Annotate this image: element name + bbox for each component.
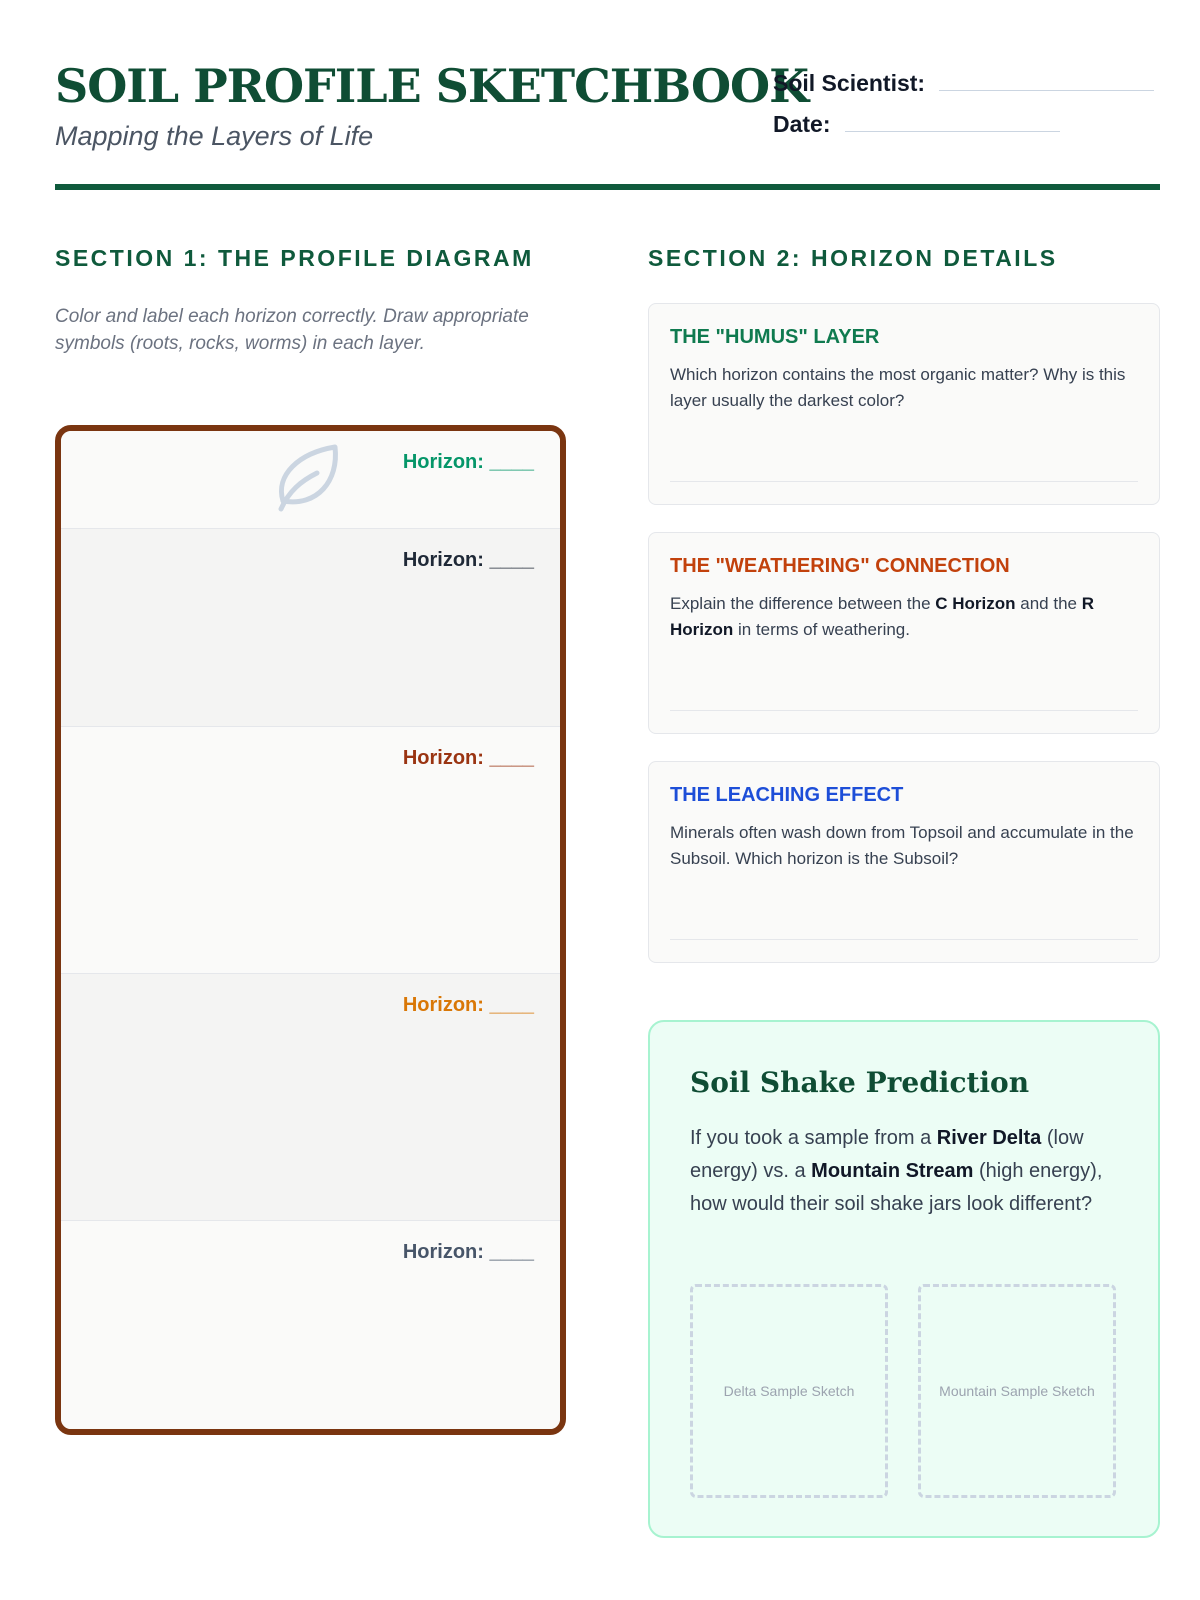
card-title-humus: THE "HUMUS" LAYER bbox=[670, 326, 880, 348]
page-subtitle: Mapping the Layers of Life bbox=[55, 121, 374, 151]
delta-sketch-label: Delta Sample Sketch bbox=[723, 1383, 855, 1399]
answer-line-leaching[interactable] bbox=[670, 939, 1138, 940]
section-2-heading: SECTION 2: HORIZON DETAILS bbox=[648, 245, 1058, 271]
card-question-leaching: Minerals often wash down from Topsoil and accumulate in the Subsoil. Which horizon is the Subsoil? bbox=[670, 823, 1134, 868]
answer-line-humus[interactable] bbox=[670, 481, 1138, 482]
date-blank-line[interactable] bbox=[845, 131, 1060, 132]
card-question-weathering: Explain the difference between the C Horizon and the R Horizon in terms of weathering. bbox=[670, 594, 1094, 639]
card-title-leaching: THE LEACHING EFFECT bbox=[670, 784, 904, 806]
horizon-label-5: Horizon: ____ bbox=[402, 1241, 534, 1263]
horizon-label-4: Horizon: ____ bbox=[402, 994, 534, 1016]
leaf-icon bbox=[269, 441, 345, 517]
question-card-leaching bbox=[648, 761, 1160, 963]
horizon-layer-2[interactable] bbox=[61, 529, 560, 727]
horizon-layer-4[interactable] bbox=[61, 974, 560, 1221]
answer-line-weathering[interactable] bbox=[670, 710, 1138, 711]
card-question-humus: Which horizon contains the most organic matter? Why is this layer usually the darkest color? bbox=[670, 365, 1126, 410]
horizon-label-2: Horizon: ____ bbox=[402, 549, 534, 571]
section-1-instructions: Color and label each horizon correctly. Draw appropriate symbols (roots, rocks, worms) in each layer. bbox=[55, 306, 529, 354]
question-card-humus bbox=[648, 303, 1160, 505]
date-label: Date: bbox=[773, 111, 831, 137]
mountain-sketch-label: Mountain Sample Sketch bbox=[939, 1383, 1095, 1399]
section-1-heading: SECTION 1: THE PROFILE DIAGRAM bbox=[55, 245, 534, 271]
horizon-layer-1[interactable] bbox=[61, 431, 560, 529]
soil-shake-prediction-box bbox=[648, 1020, 1160, 1538]
soil-profile-diagram[interactable] bbox=[55, 425, 566, 1435]
prediction-question: If you took a sample from a River Delta (low energy) vs. a Mountain Stream (high energy), how would their soil shake jars look different? bbox=[690, 1127, 1103, 1215]
scientist-blank-line[interactable] bbox=[939, 90, 1154, 91]
delta-sketch-box[interactable] bbox=[690, 1284, 888, 1498]
horizon-label-3: Horizon: ____ bbox=[402, 747, 534, 769]
date-field[interactable] bbox=[773, 111, 1060, 138]
prediction-title: Soil Shake Prediction bbox=[690, 1066, 1030, 1099]
question-card-weathering bbox=[648, 532, 1160, 734]
page-title: SOIL PROFILE SKETCHBOOK bbox=[55, 59, 809, 113]
horizon-layer-5[interactable] bbox=[61, 1221, 560, 1431]
scientist-label: Soil Scientist: bbox=[773, 70, 926, 96]
mountain-sketch-box[interactable] bbox=[918, 1284, 1116, 1498]
horizon-layer-3[interactable] bbox=[61, 727, 560, 974]
horizon-label-1: Horizon: ____ bbox=[402, 451, 534, 473]
scientist-field[interactable] bbox=[773, 70, 1154, 97]
card-title-weathering: THE "WEATHERING" CONNECTION bbox=[670, 555, 1010, 577]
